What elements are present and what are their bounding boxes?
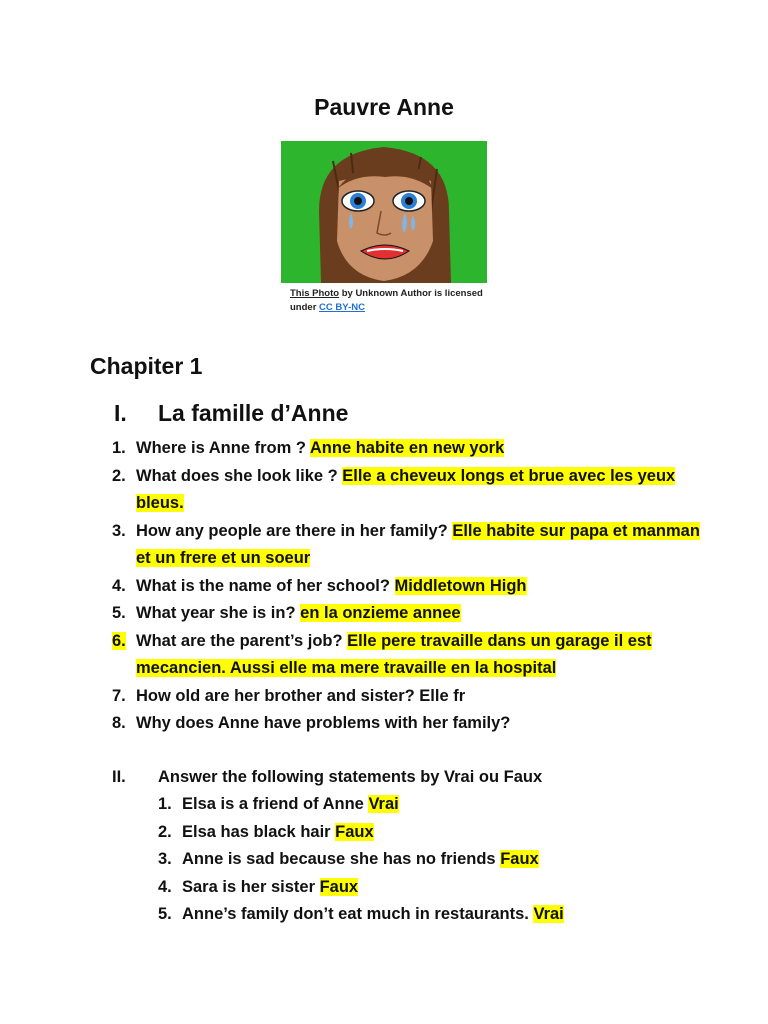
- list-item: [112, 628, 712, 683]
- list-item: [112, 573, 712, 601]
- item-number: 6.: [112, 631, 126, 650]
- item-number: 4.: [158, 877, 172, 896]
- answer-highlight: Anne habite en new york: [309, 439, 505, 457]
- list-item: [112, 683, 712, 711]
- answer-highlight: Faux: [335, 822, 374, 841]
- item-number: 2.: [158, 822, 172, 841]
- item-number: 1.: [158, 795, 172, 813]
- item-number: 2.: [112, 466, 126, 485]
- list-item: [112, 463, 712, 518]
- answer-highlight: Vrai: [368, 795, 399, 813]
- statement-text: Anne is sad because she has no friends: [182, 850, 501, 868]
- item-number: 3.: [112, 521, 126, 540]
- section-2-numeral: II.: [112, 768, 126, 786]
- section-1-heading: [114, 400, 348, 427]
- answer-highlight: Elle pere travaille dans un garage il est mecancien. Aussi elle ma mere travaille en la hospital: [136, 631, 652, 677]
- list-item: [158, 901, 678, 929]
- question-text: How old are her brother and sister? Elle fr: [136, 686, 466, 705]
- list-item: [112, 710, 712, 738]
- answer-highlight: en la onzieme annee: [300, 604, 461, 622]
- item-number: 5.: [158, 905, 172, 923]
- list-item: [112, 600, 712, 628]
- answer-highlight: Elle a cheveux longs et brue avec les yeux bleus.: [136, 466, 676, 512]
- answer-highlight: Faux: [500, 850, 539, 868]
- list-item: [112, 518, 712, 573]
- section-1-numeral: I.: [114, 400, 127, 426]
- answer-highlight: Vrai: [533, 905, 564, 923]
- statement-text: Elsa is a friend of Anne: [182, 795, 369, 813]
- license-link[interactable]: CC BY-NC: [319, 302, 365, 313]
- question-text: How any people are there in her family?: [136, 521, 453, 540]
- answer-highlight: Middletown High: [394, 576, 527, 595]
- crying-girl-illustration: [281, 141, 487, 283]
- statement-text: Elsa has black hair: [182, 822, 336, 841]
- item-number: 3.: [158, 850, 172, 868]
- question-text: What year she is in?: [136, 604, 301, 622]
- section-2-title: Answer the following statements by Vrai ou Faux: [158, 768, 543, 786]
- answer-highlight: Elle habite sur papa et manman et un frere et un soeur: [136, 521, 700, 567]
- item-number: 1.: [112, 439, 126, 457]
- list-item: [112, 435, 712, 463]
- question-text: What does she look like ?: [136, 466, 343, 485]
- list-item: [158, 874, 678, 902]
- answer-highlight: Faux: [319, 877, 359, 896]
- section-1-title: La famille d’Anne: [158, 400, 349, 426]
- caption-text: by Unknown Author is licensed under: [290, 288, 483, 313]
- photo-link[interactable]: This Photo: [290, 288, 340, 299]
- statement-list: [158, 791, 678, 929]
- section-2-heading: [112, 764, 542, 792]
- list-item: [158, 791, 678, 819]
- list-item: [158, 819, 678, 847]
- list-item: [158, 846, 678, 874]
- item-number: 7.: [112, 686, 126, 705]
- question-list: [112, 435, 712, 738]
- document-title: Pauvre Anne: [314, 94, 454, 120]
- image-caption: [290, 287, 490, 315]
- item-number: 5.: [112, 604, 126, 622]
- question-text: Where is Anne from ?: [136, 439, 310, 457]
- item-number: 8.: [112, 714, 126, 732]
- question-text: What are the parent’s job?: [136, 631, 348, 650]
- chapter-heading: Chapiter 1: [90, 353, 203, 379]
- statement-text: Sara is her sister: [182, 877, 320, 896]
- question-text: Why does Anne have problems with her family?: [136, 714, 511, 732]
- item-number: 4.: [112, 576, 126, 595]
- statement-text: Anne’s family don’t eat much in restaurants.: [182, 905, 534, 923]
- question-text: What is the name of her school?: [136, 576, 395, 595]
